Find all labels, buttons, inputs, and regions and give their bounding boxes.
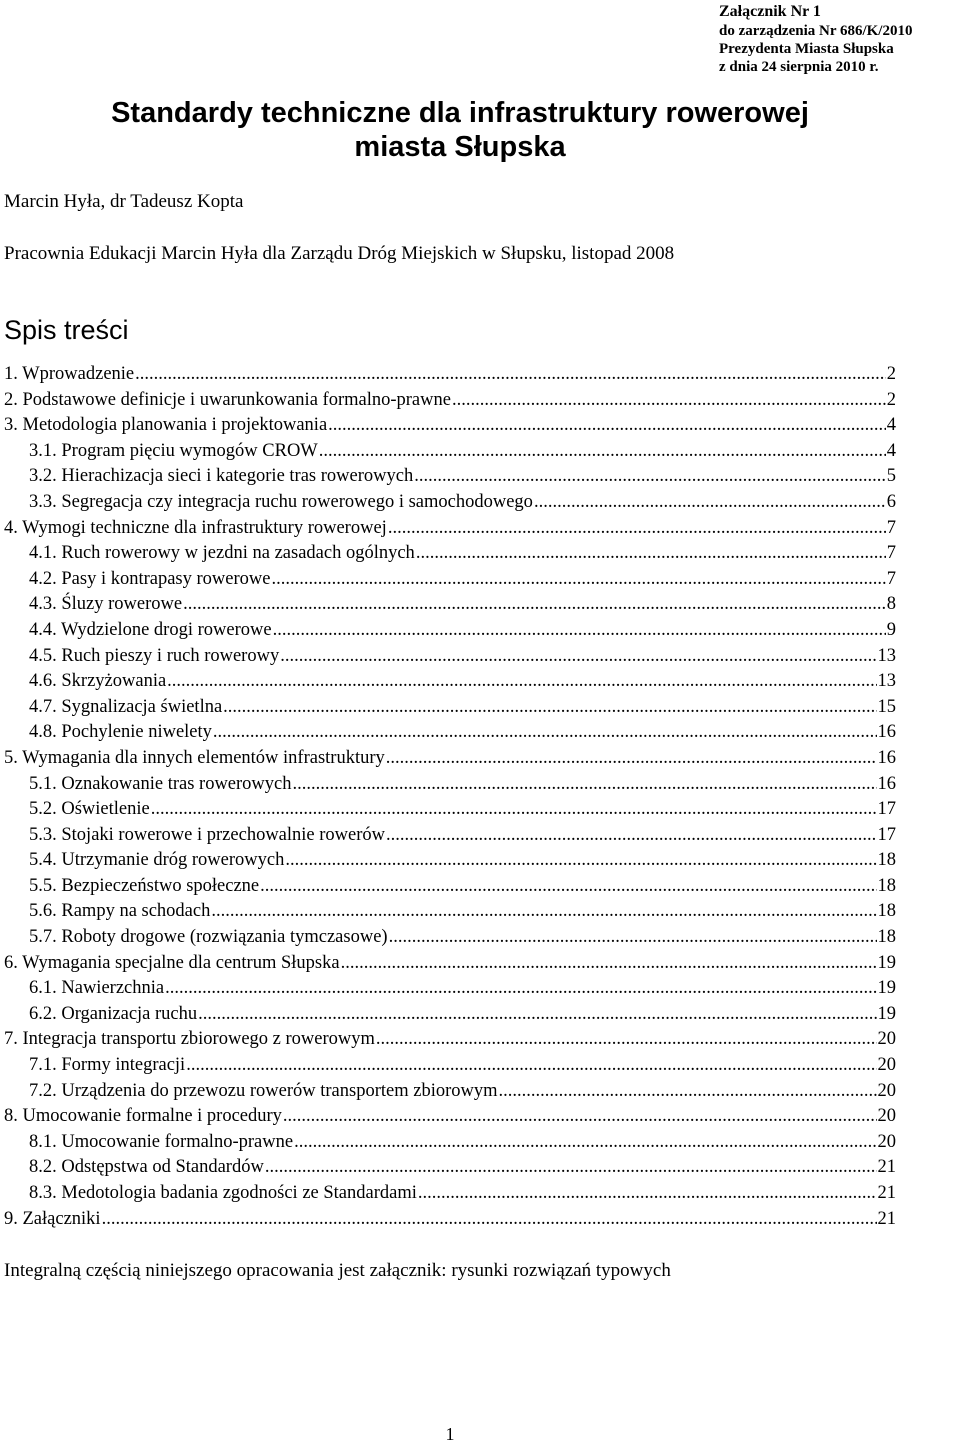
toc-leader-dots (293, 772, 877, 798)
toc-entry-page: 17 (877, 799, 896, 820)
toc-entry-page: 13 (877, 645, 896, 666)
toc-entry-title: 3.2. Hierachizacja sieci i kategorie tras rowerowych (29, 466, 414, 487)
toc-entry[interactable] (4, 1207, 896, 1233)
toc-entry-title: 7.1. Formy integracji (29, 1055, 186, 1076)
toc-leader-dots (388, 516, 886, 542)
toc-entry[interactable] (4, 1027, 896, 1053)
toc-entry-page: 7 (886, 517, 896, 538)
toc-leader-dots (328, 413, 886, 439)
table-of-contents (4, 362, 896, 1232)
toc-entry-title: 9. Załączniki (4, 1208, 101, 1229)
toc-entry-title: 5.6. Rampy na schodach (29, 901, 211, 922)
toc-entry-page: 21 (877, 1157, 896, 1178)
toc-entry[interactable] (4, 644, 896, 670)
document-title-line-1: Standardy techniczne dla infrastruktury rowerowej (111, 97, 809, 129)
toc-entry[interactable] (4, 976, 896, 1002)
toc-entry-title: 5.3. Stojaki rowerowe i przechowalnie rowerów (29, 824, 386, 845)
toc-entry[interactable] (4, 797, 896, 823)
toc-entry-page: 18 (877, 875, 896, 896)
toc-entry-page: 17 (877, 824, 896, 845)
toc-entry[interactable] (4, 899, 896, 925)
toc-entry[interactable] (4, 1079, 896, 1105)
toc-leader-dots (386, 746, 877, 772)
toc-leader-dots (198, 1002, 876, 1028)
toc-entry[interactable] (4, 464, 896, 490)
toc-leader-dots (280, 644, 876, 670)
toc-entry-page: 20 (877, 1055, 896, 1076)
toc-entry[interactable] (4, 1181, 896, 1207)
toc-leader-dots (341, 951, 877, 977)
toc-entry-page: 21 (877, 1208, 896, 1229)
toc-leader-dots (499, 1079, 877, 1105)
toc-entry-title: 8.1. Umocowanie formalno-prawne (29, 1131, 294, 1152)
toc-leader-dots (260, 874, 876, 900)
toc-leader-dots (534, 490, 886, 516)
toc-leader-dots (102, 1207, 877, 1233)
document-title (0, 96, 920, 164)
toc-entry[interactable] (4, 669, 896, 695)
toc-entry-title: 8.3. Medotologia badania zgodności ze Standardami (29, 1183, 417, 1203)
toc-entry[interactable] (4, 695, 896, 721)
toc-leader-dots (418, 1181, 877, 1207)
toc-leader-dots (265, 1155, 877, 1181)
toc-entry[interactable] (4, 848, 896, 874)
annex-line-2: do zarządzenia Nr 686/K/2010 (719, 23, 913, 39)
toc-leader-dots (165, 976, 876, 1002)
toc-leader-dots (223, 695, 876, 721)
toc-entry-page: 20 (877, 1131, 896, 1152)
toc-entry-page: 4 (886, 415, 896, 436)
toc-entry-title: 8.2. Odstępstwa od Standardów (29, 1157, 264, 1178)
attachment-note: Integralną częścią niniejszego opracowania jest załącznik: rysunki rozwiązań typowych (4, 1260, 671, 1281)
authors: Marcin Hyła, dr Tadeusz Kopta (4, 191, 244, 212)
toc-entry-page: 7 (886, 568, 896, 589)
toc-leader-dots (213, 720, 877, 746)
toc-leader-dots (273, 618, 886, 644)
toc-entry[interactable] (4, 951, 896, 977)
toc-entry[interactable] (4, 490, 896, 516)
toc-entry-page: 18 (877, 850, 896, 871)
annex-line-1: Załącznik Nr 1 (719, 3, 821, 20)
toc-entry[interactable] (4, 823, 896, 849)
toc-entry-title: 6. Wymagania specjalne dla centrum Słupska (4, 952, 340, 973)
toc-entry[interactable] (4, 1053, 896, 1079)
toc-entry-title: 7. Integracja transportu zbiorowego z rowerowym (4, 1029, 375, 1050)
annex-line-4: z dnia 24 sierpnia 2010 r. (719, 59, 879, 75)
document-title-line-2: miasta Słupska (354, 131, 566, 163)
toc-entry[interactable] (4, 925, 896, 951)
toc-leader-dots (135, 362, 886, 388)
toc-entry-title: 4.7. Sygnalizacja świetlna (29, 696, 223, 717)
toc-entry[interactable] (4, 618, 896, 644)
toc-entry-title: 5.2. Oświetlenie (29, 799, 150, 820)
toc-entry-page: 20 (877, 1080, 896, 1101)
toc-leader-dots (376, 1027, 877, 1053)
toc-leader-dots (283, 1104, 877, 1130)
toc-entry[interactable] (4, 1130, 896, 1156)
toc-leader-dots (151, 797, 877, 823)
toc-entry[interactable] (4, 516, 896, 542)
toc-entry-title: 4.4. Wydzielone drogi rowerowe (29, 619, 272, 640)
toc-entry-title: 4.3. Śluzy rowerowe (29, 594, 183, 615)
toc-leader-dots (294, 1130, 876, 1156)
toc-entry[interactable] (4, 362, 896, 388)
toc-entry-title: 6.1. Nawierzchnia (29, 978, 165, 999)
toc-leader-dots (416, 541, 886, 567)
publisher-line: Pracownia Edukacji Marcin Hyła dla Zarządu Dróg Miejskich w Słupsku, listopad 2008 (4, 243, 675, 264)
toc-entry-page: 21 (877, 1183, 896, 1203)
toc-leader-dots (211, 899, 876, 925)
toc-entry-title: 4.2. Pasy i kontrapasy rowerowe (29, 568, 271, 589)
toc-entry[interactable] (4, 388, 896, 414)
toc-entry-title: 1. Wprowadzenie (4, 364, 135, 384)
toc-entry-title: 5.7. Roboty drogowe (rozwiązania tymczasowe) (29, 927, 388, 948)
toc-entry-title: 2. Podstawowe definicje i uwarunkowania formalno-prawne (4, 389, 451, 410)
toc-entry[interactable] (4, 439, 896, 465)
toc-entry-page: 4 (886, 440, 896, 461)
toc-entry[interactable] (4, 874, 896, 900)
toc-entry-title: 7.2. Urządzenia do przewozu rowerów transportem zbiorowym (29, 1080, 498, 1101)
toc-entry[interactable] (4, 413, 896, 439)
toc-entry-page: 19 (877, 1003, 896, 1024)
toc-entry-title: 4. Wymogi techniczne dla infrastruktury rowerowej (4, 517, 387, 538)
toc-entry[interactable] (4, 1002, 896, 1028)
toc-entry-page: 5 (886, 466, 896, 487)
toc-entry-page: 7 (886, 543, 896, 564)
toc-entry-page: 18 (877, 927, 896, 948)
toc-leader-dots (389, 925, 877, 951)
toc-entry-page: 16 (877, 747, 896, 768)
toc-entry-title: 4.1. Ruch rowerowy w jezdni na zasadach ogólnych (29, 543, 415, 564)
toc-entry-title: 5.4. Utrzymanie dróg rowerowych (29, 850, 285, 871)
toc-entry-title: 4.5. Ruch pieszy i ruch rowerowy (29, 645, 280, 666)
toc-entry[interactable] (4, 746, 896, 772)
toc-entry[interactable] (4, 1104, 896, 1130)
toc-entry-page: 16 (877, 722, 896, 743)
toc-heading: Spis treści (4, 315, 129, 345)
toc-entry-title: 4.6. Skrzyżowania (29, 671, 167, 692)
toc-leader-dots (452, 388, 886, 414)
toc-leader-dots (285, 848, 876, 874)
toc-entry-title: 4.8. Pochylenie niwelety (29, 722, 212, 743)
toc-entry-page: 2 (886, 389, 896, 410)
toc-leader-dots (414, 464, 886, 490)
toc-entry-page: 13 (877, 671, 896, 692)
toc-entry-page: 16 (877, 773, 896, 794)
toc-entry[interactable] (4, 1155, 896, 1181)
toc-leader-dots (319, 439, 886, 465)
toc-entry-title: 5. Wymagania dla innych elementów infrastruktury (4, 747, 385, 768)
toc-leader-dots (183, 592, 886, 618)
toc-entry-title: 3.3. Segregacja czy integracja ruchu rowerowego i samochodowego (29, 491, 533, 512)
toc-entry-title: 3. Metodologia planowania i projektowania (4, 415, 328, 436)
toc-entry-page: 6 (886, 491, 896, 512)
toc-entry-page: 15 (877, 696, 896, 717)
toc-entry[interactable] (4, 772, 896, 798)
toc-leader-dots (167, 669, 876, 695)
toc-entry-page: 8 (886, 594, 896, 615)
toc-entry[interactable] (4, 567, 896, 593)
toc-entry-page: 18 (877, 901, 896, 922)
toc-leader-dots (271, 567, 885, 593)
toc-leader-dots (386, 823, 876, 849)
toc-entry-page: 19 (877, 978, 896, 999)
toc-entry-title: 5.1. Oznakowanie tras rowerowych (29, 773, 292, 794)
toc-entry-title: 3.1. Program pięciu wymogów CROW (29, 440, 318, 461)
toc-entry-title: 6.2. Organizacja ruchu (29, 1003, 198, 1024)
annex-header (719, 2, 912, 76)
annex-line-3: Prezydenta Miasta Słupska (719, 41, 894, 57)
page-number: 1 (445, 1424, 455, 1444)
toc-entry-page: 20 (877, 1106, 896, 1127)
toc-entry[interactable] (4, 541, 896, 567)
toc-entry-page: 2 (886, 364, 896, 384)
toc-leader-dots (186, 1053, 876, 1079)
toc-entry-page: 20 (877, 1029, 896, 1050)
toc-entry[interactable] (4, 592, 896, 618)
toc-entry[interactable] (4, 720, 896, 746)
toc-entry-title: 5.5. Bezpieczeństwo społeczne (29, 875, 260, 896)
toc-entry-title: 8. Umocowanie formalne i procedury (4, 1106, 282, 1127)
toc-entry-page: 19 (877, 952, 896, 973)
toc-entry-page: 9 (886, 619, 896, 640)
